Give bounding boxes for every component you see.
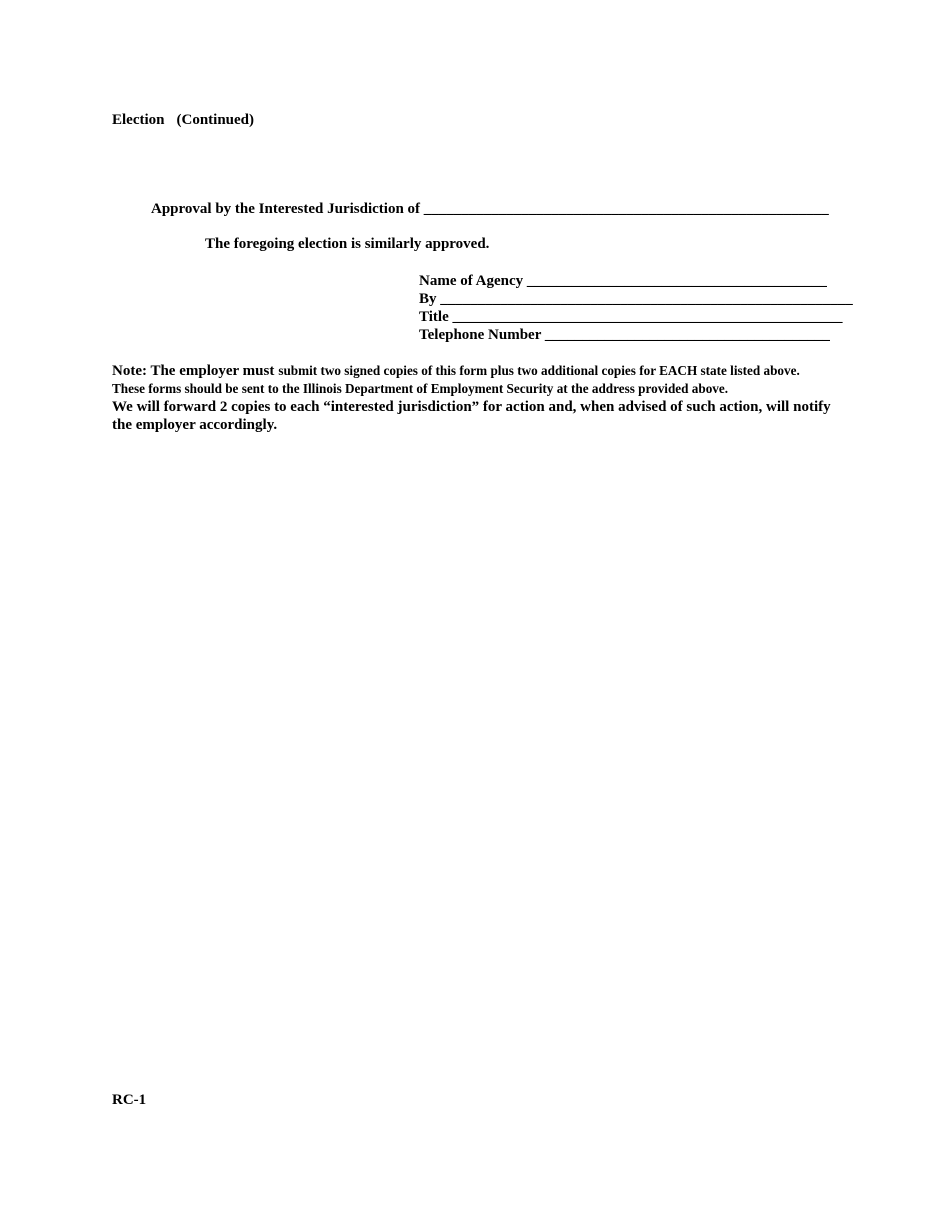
by-field — [419, 290, 853, 308]
agency-name-label: Name of Agency — [419, 273, 524, 289]
title-field — [419, 308, 853, 326]
approval-label: Approval by the Interested Jurisdiction of — [151, 201, 421, 217]
note-line-3: We will forward 2 copies to each “interested jurisdiction” for action and, when advised of such action, will notify the employer accordingly. — [112, 399, 831, 433]
note-paragraph — [112, 362, 852, 434]
heading-title: Election — [112, 112, 165, 128]
title-label: Title — [419, 309, 449, 325]
similar-approval-text: The foregoing election is similarly approved. — [205, 236, 490, 252]
telephone-field — [419, 326, 853, 344]
page-heading — [112, 112, 254, 129]
agency-name-blank[interactable]: ________________________________________ — [526, 273, 827, 289]
note-line-2: These forms should be sent to the Illinois Department of Employment Security at the address provided above. — [112, 381, 729, 396]
note-lead: Note: The employer must — [112, 363, 275, 379]
signature-block — [419, 272, 853, 344]
by-label: By — [419, 291, 437, 307]
note-line-1-rest: submit two signed copies of this form plus two additional copies for EACH state listed above. — [278, 363, 800, 378]
heading-suffix: (Continued) — [176, 112, 255, 128]
form-code: RC-1 — [112, 1092, 147, 1108]
telephone-blank[interactable]: ______________________________________ — [544, 327, 830, 343]
approval-line — [151, 201, 829, 218]
by-blank[interactable]: _______________________________________________________ — [440, 291, 853, 307]
telephone-label: Telephone Number — [419, 327, 542, 343]
agency-name-field — [419, 272, 853, 290]
jurisdiction-blank[interactable]: ______________________________________________________ — [423, 201, 829, 217]
note-line-1 — [112, 362, 852, 380]
title-blank[interactable]: ____________________________________________________ — [452, 309, 843, 325]
